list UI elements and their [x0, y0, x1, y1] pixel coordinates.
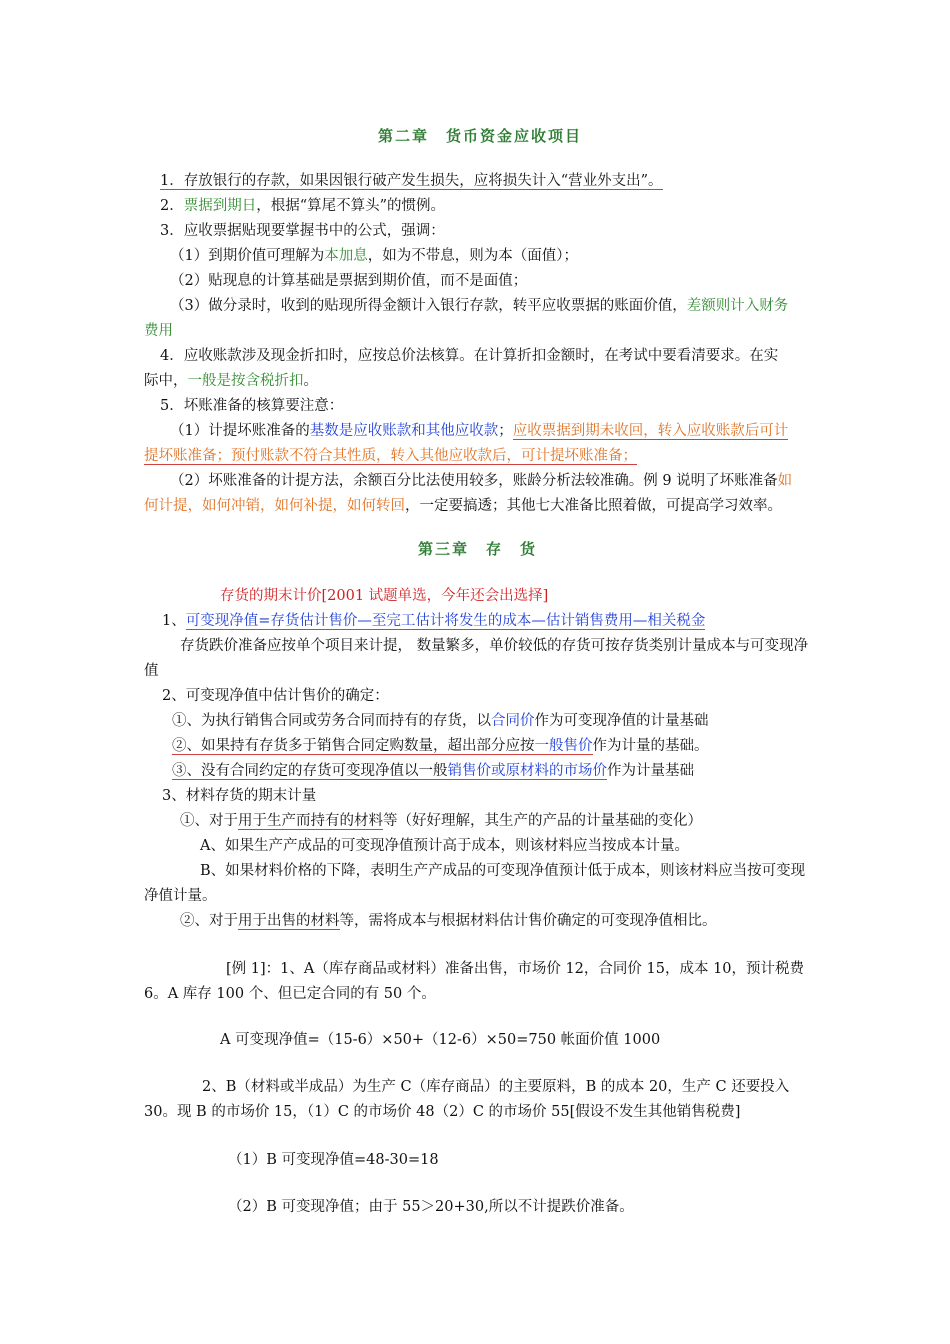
ch3-heading: 存货的期末计价[2001 试题单选，今年还会出选择] [220, 588, 549, 604]
ch3-s3-1-ul: 用于生产而持有的材料 [238, 813, 383, 829]
ch2-item-5-2-cont [144, 496, 782, 516]
ch2-item-1-text: 1．存放银行的存款，如果因银行破产发生损失，应将损失计入“营业外支出”。 [160, 173, 663, 189]
ch3-s2-1-b: 作为可变现净值的计量基础 [534, 713, 709, 729]
ch2-item-4: 4．应收账款涉及现金折扣时，应按总价法核算。在计算折扣金额时，在考试中要看清要求。在实 [160, 348, 779, 364]
ch3-s2-2-a: ②、如果持有存货多于销售合同定购数量，超出部分应按 [172, 738, 535, 754]
ch2-item-5-1-cont [144, 446, 637, 466]
ch2-item-5-2-orange1: 如 [777, 473, 793, 489]
ch3-example-1-cont: 6。A 库存 100 个、但已定合同的有 50 个。 [144, 986, 436, 1002]
ch2-item-5: 5．坏账准备的核算要注意： [160, 398, 344, 414]
ch2-item-3-3 [170, 296, 788, 316]
ch2-item-5-1-sep: ； [498, 423, 513, 439]
ch3-example-2-answer-2: （2）B 可变现净值；由于 55＞20+30,所以不计提跌价准备。 [228, 1199, 634, 1215]
ch2-item-4-b: 际中， [144, 373, 188, 389]
ch3-s2-2-b: 作为计量的基础。 [592, 738, 709, 754]
ch3-s2-2-blue: 一般售价 [534, 738, 593, 754]
ch3-s1-num: 1、 [162, 613, 186, 629]
ch3-s2: 2、可变现净值中估计售价的确定： [162, 688, 389, 704]
ch3-s2-3 [172, 761, 694, 781]
ch2-item-2-num: 2． [160, 198, 184, 214]
ch2-item-4-end: 。 [303, 373, 318, 389]
ch3-s3: 3、材料存货的期末计量 [162, 788, 317, 804]
ch3-s1-formula: 可变现净值=存货估计售价—至完工估计将发生的成本—估计销售费用—相关税金 [185, 613, 706, 629]
ch3-s3-B: B、如果材料价格的下降，表明生产产成品的可变现净值预计低于成本，则该材料应当按可变现 [200, 863, 806, 879]
ch2-item-2-rest: ，根据“算尾不算头”的惯例。 [256, 198, 446, 214]
ch2-item-2-green: 票据到期日 [183, 198, 257, 214]
ch3-s3-A: A、如果生产产成品的可变现净值预计高于成本，则该材料应当按成本计量。 [200, 838, 689, 854]
ch3-s1 [162, 611, 705, 631]
ch2-item-3-3-green-cont: 费用 [144, 323, 173, 339]
ch3-example-2: 2、B（材料或半成品）为生产 C（库存商品）的主要原料，B 的成本 20，生产 C 还要投入 [202, 1079, 790, 1095]
ch3-s2-3-blue: 销售价或原材料的市场价 [447, 763, 607, 779]
ch3-example-2-answer-1: （1）B 可变现净值=48-30=18 [228, 1152, 439, 1168]
ch2-item-4-cont [144, 371, 318, 391]
ch2-item-3-1-a: （1）到期价值可理解为 [170, 248, 325, 264]
ch2-item-5-2 [170, 471, 792, 491]
ch3-s3-2-b: 等，需将成本与根据材料估计售价确定的可变现净值相比。 [339, 913, 717, 929]
ch3-s1-para-cont: 值 [144, 663, 159, 679]
ch2-item-3-3-a: （3）做分录时，收到的贴现所得金额计入银行存款，转平应收票据的账面价值， [170, 298, 687, 314]
ch2-item-5-2-b: ，一定要搞透；其他七大准备比照着做，可提高学习效率。 [405, 498, 782, 514]
ch2-item-5-2-a: （2）坏账准备的计提方法，余额百分比法使用较多，账龄分析法较准确。例 9 说明了坏账准备 [170, 473, 778, 489]
ch2-item-5-1-orange: 应收票据到期未收回，转入应收账款后可计 [512, 423, 789, 439]
ch3-s3-1-b: 等（好好理解，其生产的产品的计量基础的变化） [383, 813, 702, 829]
ch2-item-5-1-blue: 基数是应收账款和其他应收款 [309, 423, 499, 439]
ch2-item-3-1 [170, 246, 578, 266]
ch2-item-4-green: 一般是按含税折扣 [187, 373, 304, 389]
ch3-s3-1-a: ①、对于 [180, 813, 238, 829]
ch3-s2-1 [172, 711, 709, 731]
ch2-item-5-2-orange2: 何计提，如何冲销，如何补提，如何转回 [144, 498, 405, 514]
ch3-s3-B-cont: 净值计量。 [144, 888, 217, 904]
ch3-example-1-calc: A 可变现净值=（15-6）×50+（12-6）×50=750 帐面价值 1000 [220, 1032, 661, 1048]
ch2-item-5-1-a: （1）计提坏账准备的 [170, 423, 310, 439]
ch3-s2-1-a: ①、为执行销售合同或劳务合同而持有的存货，以 [172, 713, 491, 729]
ch3-s3-2 [180, 911, 717, 931]
ch2-item-3-3-green: 差额则计入财务 [686, 298, 789, 314]
ch2-item-5-1-orange2: 提坏账准备；预付账款不符合其性质，转入其他应收款后，可计提坏账准备； [144, 448, 637, 464]
ch3-s2-1-blue: 合同价 [491, 713, 535, 729]
ch3-s3-2-a: ②、对于 [180, 913, 238, 929]
ch3-s2-3-a: ③、没有合同约定的存货可变现净值以一般 [172, 763, 448, 779]
ch3-s3-1 [180, 811, 702, 831]
ch2-item-1 [160, 171, 663, 191]
ch2-item-3-1-b: ，如为不带息，则为本（面值）； [367, 248, 578, 264]
ch3-s2-2 [172, 736, 709, 756]
ch3-example-2-cont: 30。现 B 的市场价 15，（1）C 的市场价 48（2）C 的市场价 55[假设不发生其他销售税费] [144, 1104, 741, 1120]
ch2-item-3: 3．应收票据贴现要掌握书中的公式，强调： [160, 223, 445, 239]
ch2-item-5-1 [170, 421, 788, 441]
ch2-item-3-1-green: 本加息 [324, 248, 368, 264]
ch3-s1-para: 存货跌价准备应按单个项目来计提， 数量繁多，单价较低的存货可按存货类别计量成本与可变现净 [180, 638, 809, 654]
ch2-item-3-2: （2）贴现息的计算基础是票据到期价值，而不是面值； [170, 273, 528, 289]
ch3-s3-2-ul: 用于出售的材料 [238, 913, 340, 929]
chapter-3-title: 第三章 存 货 [418, 540, 538, 558]
chapter-2-title: 第二章 货币资金应收项目 [378, 127, 583, 145]
ch3-s2-3-b: 作为计量基础 [607, 763, 694, 779]
ch2-item-2 [160, 196, 445, 216]
ch3-example-1: [例 1]：1、A（库存商品或材料）准备出售，市场价 12，合同价 15，成本 10，预计税费 [226, 961, 805, 977]
